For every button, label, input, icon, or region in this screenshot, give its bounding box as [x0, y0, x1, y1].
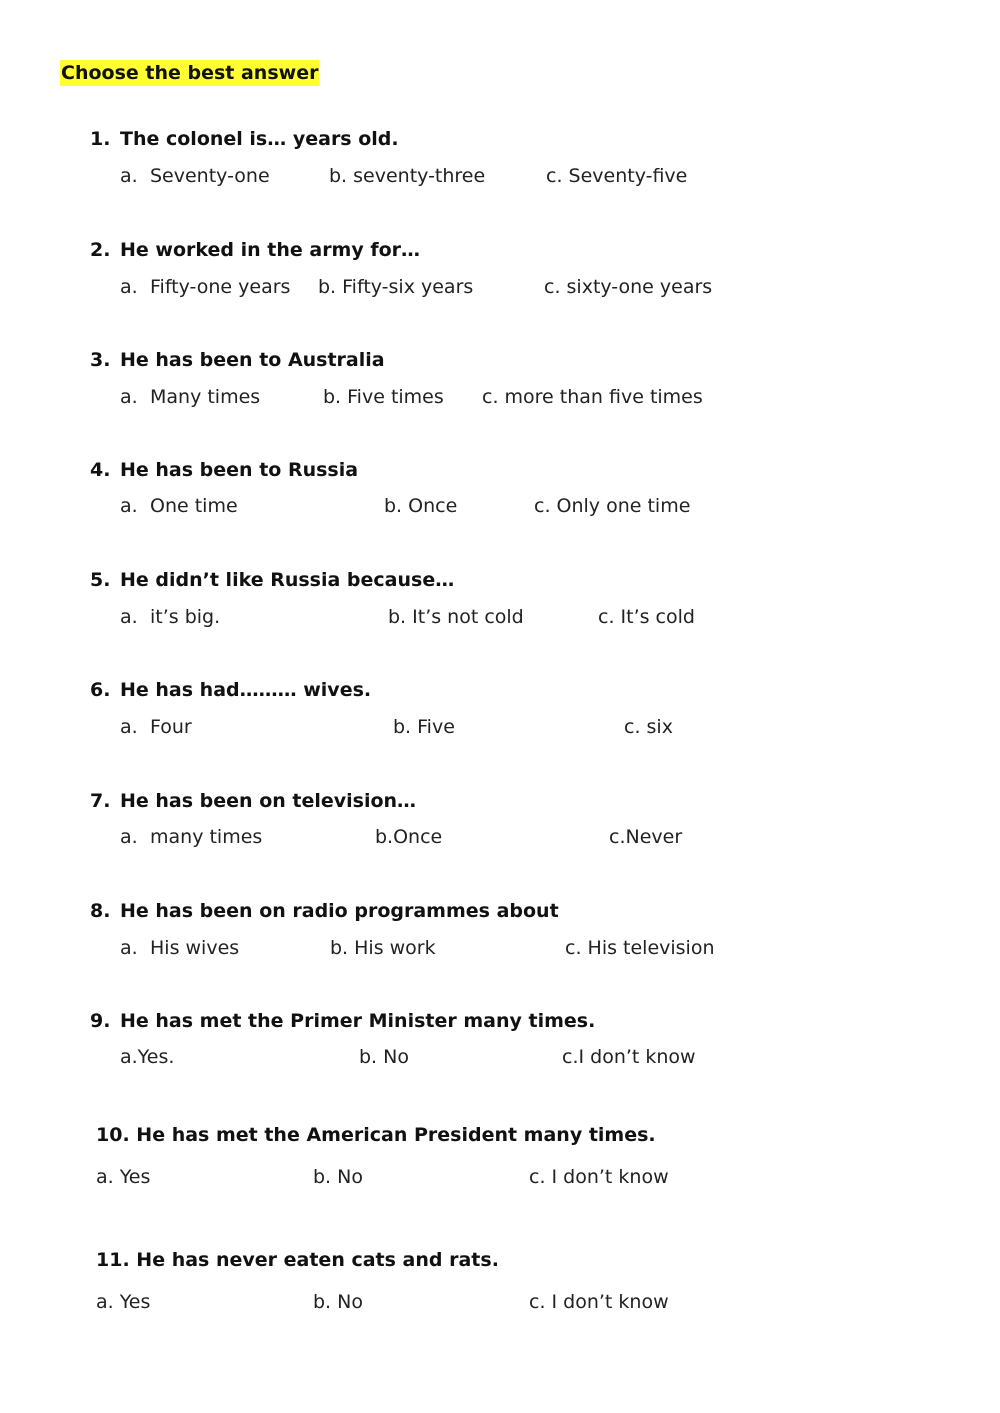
question-text: He has been to Australia	[120, 349, 385, 371]
option-b[interactable]: b.Once	[375, 826, 443, 848]
question-text: He has met the American President many times.	[136, 1124, 656, 1146]
question-8	[90, 899, 559, 923]
question-5	[90, 568, 454, 592]
question-number: 3.	[90, 349, 111, 371]
option-a[interactable]: a. Yes	[96, 1166, 151, 1188]
option-letter: a.	[120, 716, 138, 738]
question-number: 7.	[90, 790, 111, 812]
option-c[interactable]: c. Seventy-five	[546, 165, 688, 187]
question-text: He has been on radio programmes about	[120, 900, 559, 922]
option-c[interactable]: c.I don’t know	[562, 1046, 696, 1068]
option-letter: a.	[120, 386, 138, 408]
option-text: Four	[150, 716, 192, 738]
option-b[interactable]: b. No	[359, 1046, 409, 1068]
option-a[interactable]	[120, 715, 192, 739]
question-number: 6.	[90, 679, 111, 701]
question-text: He has been to Russia	[120, 459, 359, 481]
option-a[interactable]	[120, 494, 238, 518]
question-text: He didn’t like Russia because…	[120, 569, 455, 591]
option-letter: a.	[120, 937, 138, 959]
option-b[interactable]: b. No	[313, 1166, 363, 1188]
question-number: 4.	[90, 459, 111, 481]
option-a[interactable]	[120, 605, 220, 629]
option-c[interactable]: c. It’s cold	[598, 606, 695, 628]
option-letter: a.	[120, 826, 138, 848]
option-text: many times	[150, 826, 263, 848]
option-letter: a.	[120, 276, 138, 298]
question-number: 10.	[96, 1124, 130, 1146]
option-b[interactable]: b. It’s not cold	[388, 606, 524, 628]
question-text: He worked in the army for…	[120, 239, 421, 261]
question-text: The colonel is… years old.	[120, 128, 399, 150]
question-number: 11.	[96, 1249, 130, 1271]
option-c[interactable]: c. I don’t know	[529, 1291, 669, 1313]
option-c[interactable]: c. I don’t know	[529, 1166, 669, 1188]
option-text: it’s big.	[150, 606, 221, 628]
option-text: His wives	[150, 937, 240, 959]
option-b[interactable]: b. Fifty-six years	[318, 276, 474, 298]
option-b[interactable]: b. Five times	[323, 386, 444, 408]
option-letter: a.	[120, 165, 138, 187]
option-c[interactable]: c. more than five times	[482, 386, 703, 408]
option-c[interactable]: c. six	[624, 716, 673, 738]
option-a[interactable]	[120, 936, 239, 960]
option-a[interactable]	[120, 275, 290, 299]
question-text: He has had……… wives.	[120, 679, 372, 701]
question-text: He has been on television…	[120, 790, 417, 812]
option-a[interactable]	[120, 385, 260, 409]
question-text: He has never eaten cats and rats.	[136, 1249, 499, 1271]
option-b[interactable]: b. No	[313, 1291, 363, 1313]
question-9	[90, 1009, 595, 1033]
question-1	[90, 127, 399, 151]
option-a[interactable]: a.Yes.	[120, 1046, 175, 1068]
option-c[interactable]: c.Never	[609, 826, 683, 848]
question-2	[90, 238, 420, 262]
question-11	[96, 1248, 499, 1272]
option-b[interactable]: b. Five	[393, 716, 455, 738]
option-b[interactable]: b. seventy-three	[329, 165, 486, 187]
page-title: Choose the best answer	[61, 62, 319, 84]
question-number: 8.	[90, 900, 111, 922]
option-c[interactable]: c. sixty-one years	[544, 276, 713, 298]
question-10	[96, 1123, 656, 1147]
option-text: Many times	[150, 386, 261, 408]
option-letter: a.	[120, 606, 138, 628]
option-letter: a.	[120, 495, 138, 517]
option-a[interactable]	[120, 164, 270, 188]
question-number: 9.	[90, 1010, 111, 1032]
option-b[interactable]: b. Once	[384, 495, 458, 517]
question-number: 1.	[90, 128, 111, 150]
option-text: Seventy-one	[150, 165, 270, 187]
option-a[interactable]	[120, 825, 262, 849]
option-c[interactable]: c. Only one time	[534, 495, 691, 517]
question-number: 2.	[90, 239, 111, 261]
question-number: 5.	[90, 569, 111, 591]
question-6	[90, 678, 371, 702]
option-text: One time	[150, 495, 238, 517]
option-c[interactable]: c. His television	[565, 937, 715, 959]
question-text: He has met the Primer Minister many times.	[120, 1010, 596, 1032]
question-7	[90, 789, 416, 813]
option-a[interactable]: a. Yes	[96, 1291, 151, 1313]
question-3	[90, 348, 385, 372]
option-b[interactable]: b. His work	[330, 937, 436, 959]
option-text: Fifty-one years	[150, 276, 291, 298]
question-4	[90, 458, 358, 482]
